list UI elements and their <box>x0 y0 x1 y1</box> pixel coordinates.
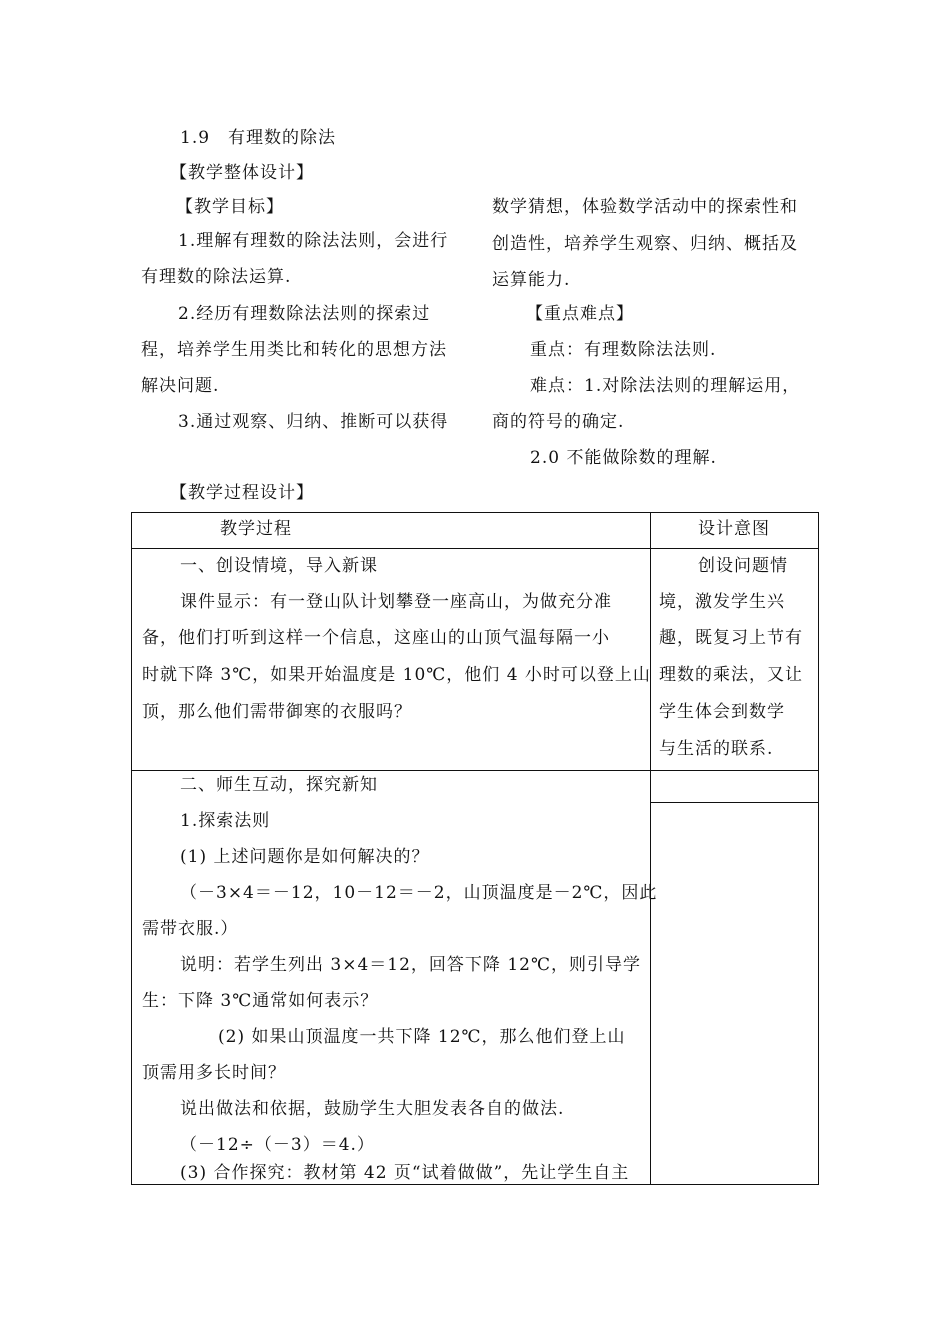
table-row-text: 顶需用多长时间？ <box>142 1063 286 1083</box>
table-row-text: (1) 上述问题你是如何解决的？ <box>180 847 430 867</box>
overall-design-heading: 【教学整体设计】 <box>170 163 314 183</box>
table-row-text: （－12÷（－3）＝4.） <box>180 1135 375 1155</box>
difficulty-point-cont: 商的符号的确定. <box>492 412 625 432</box>
table-row-intent: 理数的乘法，又让 <box>659 665 803 685</box>
table-row-text: 课件显示：有一登山队计划攀登一座高山，为做充分准 <box>180 592 612 612</box>
table-row-intent: 创设问题情 <box>698 556 788 576</box>
table-row-text: 1.探索法则 <box>180 811 271 831</box>
table-row-text: 顶，那么他们需带御寒的衣服吗？ <box>142 702 412 722</box>
table-row-text: （－3×4＝－12，10－12＝－2，山顶温度是－2℃，因此 <box>180 883 658 903</box>
row-divider <box>132 548 818 549</box>
row-divider <box>132 770 818 771</box>
table-row-intent: 境，激发学生兴 <box>659 592 785 612</box>
column-header-intent: 设计意图 <box>698 519 770 539</box>
goals-line: 数学猜想，体验数学活动中的探索性和 <box>492 197 798 217</box>
goals-line: 创造性，培养学生观察、归纳、概括及 <box>492 234 798 254</box>
table-row-text: 生：下降 3℃通常如何表示？ <box>142 991 379 1011</box>
key-point: 重点：有理数除法法则. <box>530 340 717 360</box>
table-row-text: 时就下降 3℃，如果开始温度是 10℃，他们 4 小时可以登上山 <box>142 665 651 685</box>
process-table <box>131 512 819 1185</box>
row-divider <box>650 802 818 803</box>
goals-line: 解决问题. <box>141 376 220 396</box>
goals-line: 1.理解有理数的除法法则，会进行 <box>178 231 449 251</box>
difficulty-point: 2.0 不能做除数的理解. <box>530 448 717 468</box>
process-heading: 【教学过程设计】 <box>170 483 314 503</box>
column-divider <box>650 513 651 1184</box>
table-row-text: 备，他们打听到这样一个信息，这座山的山顶气温每隔一小 <box>142 628 610 648</box>
table-row-text: (3) 合作探究：教材第 42 页“试着做做”，先让学生自主 <box>180 1163 630 1183</box>
goals-line: 3.通过观察、归纳、推断可以获得 <box>178 412 449 432</box>
goals-line: 有理数的除法运算. <box>141 267 292 287</box>
table-row-text: 二、师生互动，探究新知 <box>180 775 378 795</box>
table-row-text: 一、创设情境，导入新课 <box>180 556 378 576</box>
goals-heading: 【教学目标】 <box>176 197 284 217</box>
difficulty-point: 难点：1.对除法法则的理解运用， <box>530 376 801 396</box>
table-row-text: 说明：若学生列出 3×4＝12，回答下降 12℃，则引导学 <box>180 955 641 975</box>
section-title: 1.9 有理数的除法 <box>180 128 337 148</box>
table-row-text: (2) 如果山顶温度一共下降 12℃，那么他们登上山 <box>218 1027 626 1047</box>
goals-line: 程，培养学生用类比和转化的思想方法 <box>141 340 447 360</box>
table-row-text: 说出做法和依据，鼓励学生大胆发表各自的做法. <box>180 1099 565 1119</box>
column-header-process: 教学过程 <box>220 519 292 539</box>
table-row-intent: 趣，既复习上节有 <box>659 628 803 648</box>
key-points-heading: 【重点难点】 <box>526 304 634 324</box>
goals-line: 2.经历有理数除法法则的探索过 <box>178 304 431 324</box>
goals-line: 运算能力. <box>492 270 571 290</box>
table-row-intent: 学生体会到数学 <box>659 702 785 722</box>
table-row-intent: 与生活的联系. <box>659 739 774 759</box>
table-row-text: 需带衣服.） <box>142 919 239 939</box>
